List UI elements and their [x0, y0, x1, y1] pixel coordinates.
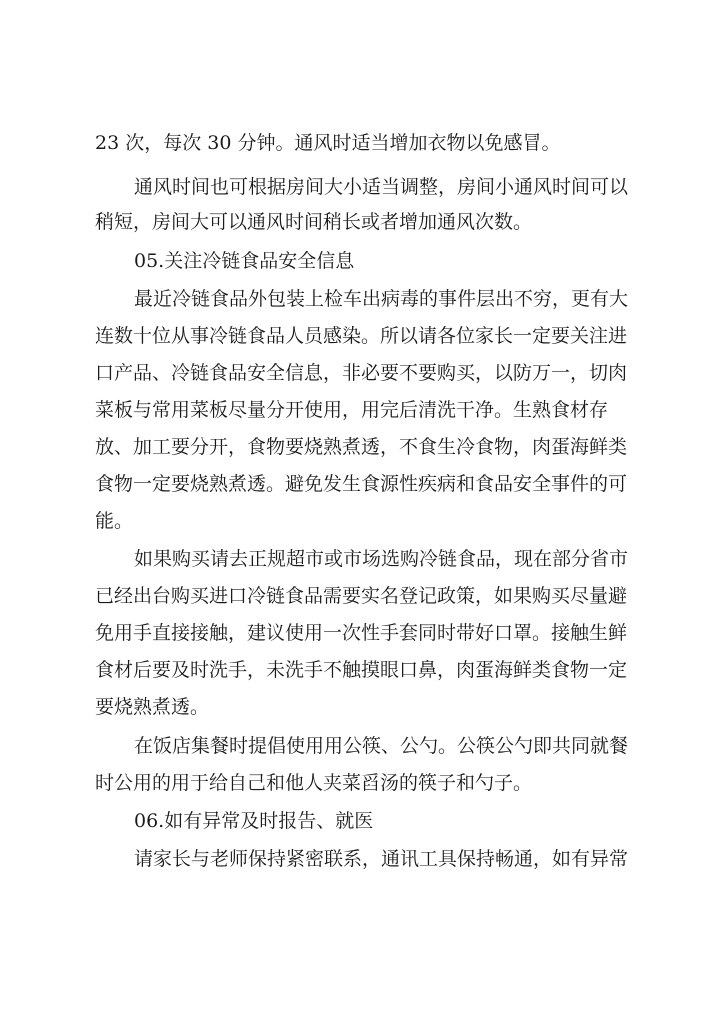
text-line: 能。 [95, 510, 134, 532]
text-line: 口产品、冷链食品安全信息，非必要不要购买，以防万一，切肉 [95, 362, 628, 384]
text-line: 食材后要及时洗手，未洗手不触摸眼口鼻，肉蛋海鲜类食物一定 [95, 659, 628, 681]
text-line: 时公用的用于给自己和他人夹菜舀汤的筷子和勺子。 [95, 772, 533, 794]
text-line: 23 次，每次 30 分钟。通风时适当增加衣物以免感冒。 [95, 132, 561, 154]
text-line: 连数十位从事冷链食品人员感染。所以请各位家长一定要关注进 [95, 325, 628, 347]
text-line: 已经出台购买进口冷链食品需要实名登记政策，如果购买尽量避 [95, 585, 628, 607]
text-line: 要烧熟煮透。 [95, 696, 210, 718]
text-line: 如果购买请去正规超市或市场选购冷链食品，现在部分省市 [134, 548, 629, 570]
text-line: 在饭店集餐时提倡使用用公筷、公勺。公筷公勺即共同就餐 [134, 735, 629, 757]
text-line: 菜板与常用菜板尽量分开使用，用完后清洗干净。生熟食材存 [95, 399, 609, 421]
section-heading: 06.如有异常及时报告、就医 [134, 810, 374, 832]
text-line: 食物一定要烧熟煮透。避免发生食源性疾病和食品安全事件的可 [95, 473, 628, 495]
text-line: 稍短，房间大可以通风时间稍长或者增加通风次数。 [95, 211, 533, 233]
text-line: 放、加工要分开，食物要烧熟煮透，不食生冷食物，肉蛋海鲜类 [95, 436, 628, 458]
text-line: 请家长与老师保持紧密联系，通讯工具保持畅通，如有异常 [134, 848, 629, 870]
text-line: 最近冷链食品外包装上检车出病毒的事件层出不穷，更有大 [134, 288, 629, 310]
text-line: 通风时间也可根据房间大小适当调整，房间小通风时间可以 [134, 176, 629, 198]
section-heading: 05.关注冷链食品安全信息 [134, 250, 355, 272]
text-line: 免用手直接接触，建议使用一次性手套同时带好口罩。接触生鲜 [95, 622, 628, 644]
